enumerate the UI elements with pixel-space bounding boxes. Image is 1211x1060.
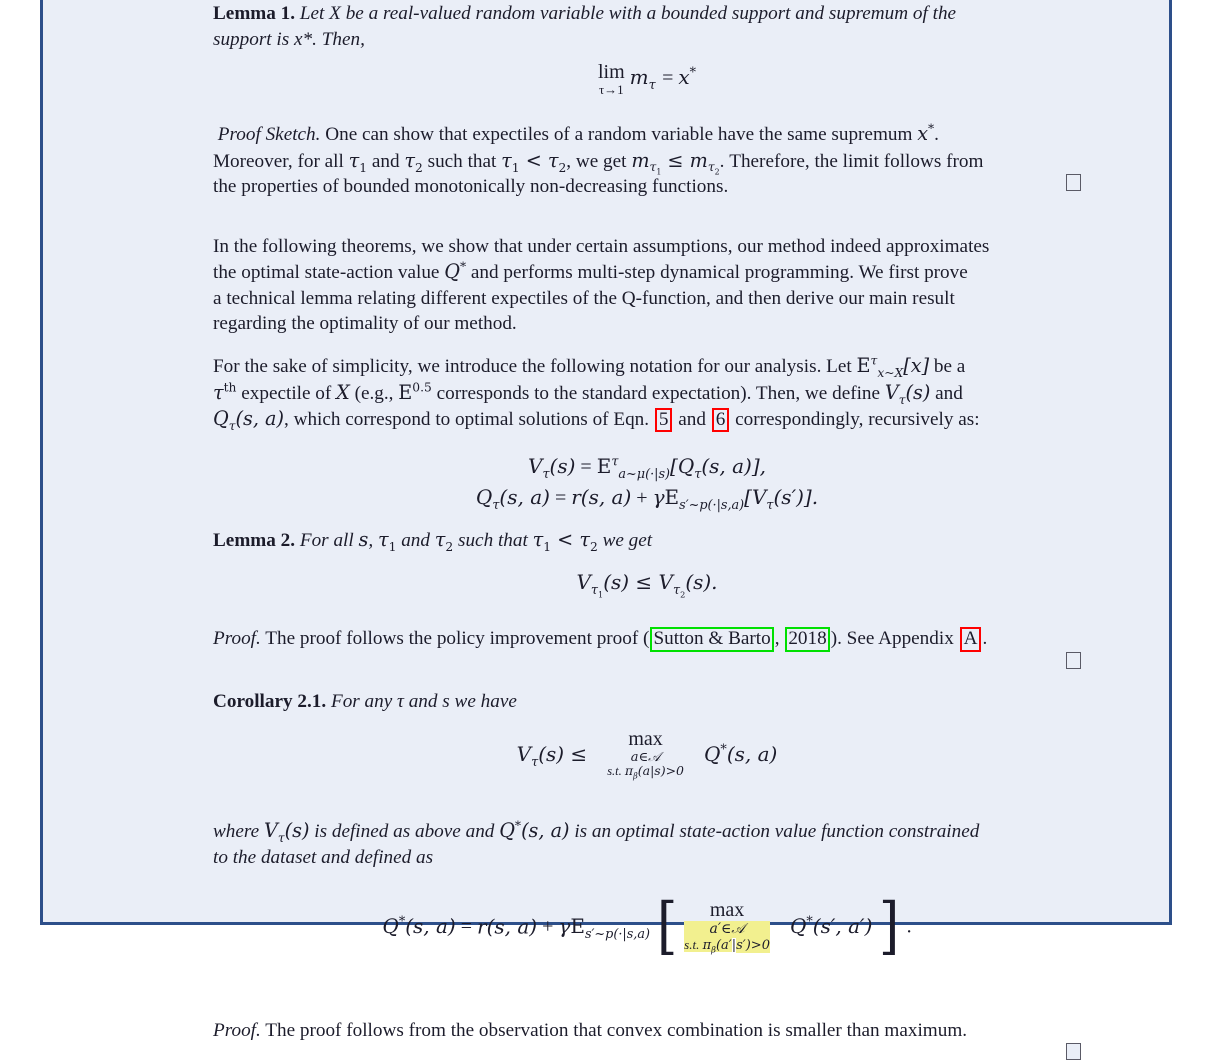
lemma-2-equation: $V_{\tau_1}(s) \le V_{\tau_2}(s)$.: [576, 570, 718, 600]
qed-symbol-2: [213, 652, 1081, 669]
max-subscript-constraint: s.t. $\pi_\beta(a|s)>0$: [607, 763, 685, 781]
proof-sketch-label: Proof Sketch.: [217, 123, 321, 145]
theorems-line1: In the following theorems, we show that under certain assumptions, our method indeed approximates: [213, 235, 990, 257]
proof-sketch-line2: Moreover, for all $\tau_1$ and $\tau_2$ such that $\tau_1 < \tau_2$, we get $m_{\tau_1} \le m_{\tau_2}$. Therefore, the limit follows from: [213, 148, 984, 177]
lim-symbol: lim: [597, 61, 625, 84]
lemma-1-label: Lemma 1.: [213, 3, 296, 24]
corollary-label: Corollary 2.1.: [213, 691, 327, 713]
lemma-2-proof-label: Proof.: [213, 628, 261, 650]
lemma-2-proof-text-b: ). See Appendix: [830, 628, 959, 650]
lemma-1-statement-line2: support is x*. Then,: [213, 28, 365, 50]
bracket-open: [: [656, 888, 678, 962]
equation-q-tau: $Q_\tau(s$, a) = r(s, $a) + \gamma E_{s'\sim p(\cdot|s,a)}[V_\tau(s')]$.: [475, 484, 819, 513]
equation-v-tau: $V_\tau(s) = E^\tau_{a\sim\mu(\cdot|s)}[Q_\tau(s$, a)],: [528, 453, 766, 482]
qed-symbol-1: [1066, 174, 1081, 191]
proof-sketch-block: [213, 121, 1081, 200]
lemma-2-proof-block: [213, 626, 1081, 669]
lemma-2-proof-text: The proof follows the policy improvement proof ( Sutton & Barto , 2018 ). See Appendix A .: [265, 628, 987, 649]
page-content: [43, 0, 1169, 1041]
corollary-equation: $V_\tau(s)$ ≤ max a∈𝒜 s.t. $\pi_\beta(a|s)>0$ Q*(s, a): [516, 727, 778, 781]
lemma-1-eq-body: $m_\tau$: [629, 65, 656, 94]
big-max-subscript-constraint: s.t. $\pi_\beta(a'|s')>0$: [684, 936, 770, 955]
lemma-1-equation: [213, 62, 1081, 97]
notation-line2: $\tau^{th}$ expectile of X (e.g., $E^{0.5}$ corresponds to the standard expectation). Then, we define $V_\tau(s)$ and: [213, 380, 963, 407]
citation-separator: ,: [774, 628, 785, 650]
max-symbol: max: [628, 727, 663, 750]
big-equation: Q*(s, a) = r(s, $a) + \gamma E_{s'\sim p(\cdot|s,a)}$ [ max a′∈𝒜 s.t. $\pi_\beta(a'|s')>0$ Q*(s′, a′) ] .: [382, 888, 912, 962]
paragraph-theorems: [213, 234, 1081, 337]
lemma-2-block: [213, 527, 1081, 554]
corollary-max-operator: [607, 729, 684, 779]
bracket-close: ]: [879, 888, 900, 962]
final-proof-block: [213, 1018, 1081, 1060]
notation-line3: $Q_\tau(s$, a), which correspond to optimal solutions of Eqn. 5 and 6 correspondingly, recursively as:: [213, 407, 980, 434]
lemma-2-proof-text-c: .: [982, 628, 988, 650]
paper-page: [40, 0, 1172, 1041]
appendix-reference-a[interactable]: A: [960, 627, 982, 651]
equation-reference-5[interactable]: 5: [655, 408, 673, 432]
final-proof-text: The proof follows from the observation that convex combination is smaller than maximum.: [265, 1019, 968, 1041]
citation-author-box[interactable]: Sutton & Barto: [650, 627, 773, 651]
big-eq-max-operator: [684, 899, 770, 954]
notation-line1: For the sake of simplicity, we introduce the following notation for our analysis. Let $E^\tau_{x\sim X}[x]$ be a: [213, 353, 966, 380]
lim-subscript: τ→1: [598, 82, 624, 98]
paragraph-where: [213, 818, 1081, 870]
equation-reference-6[interactable]: 6: [712, 408, 730, 432]
lim-operator: [598, 62, 625, 97]
where-line1: where $V_\tau(s)$ is defined as above and Q*(s, a) is an optimal state-action value function constrained: [213, 819, 980, 846]
theorems-line2: the optimal state-action value Q* and performs multi-step dynamical programming. We first prove: [213, 259, 968, 284]
lemma-1-eq-equals: =: [662, 67, 674, 90]
proof-sketch-line3: the properties of bounded monotonically non-decreasing functions.: [213, 176, 729, 198]
lemma-1-block: [213, 1, 1081, 52]
lemma-2-label: Lemma 2.: [213, 529, 296, 551]
proof-sketch-line1: One can show that expectiles of a random variable have the same supremum x*.: [325, 121, 939, 145]
lemma-1-eq-rhs: x*: [678, 65, 697, 90]
big-max-symbol: max: [709, 898, 745, 921]
theorems-line4: regarding the optimality of our method.: [213, 313, 517, 335]
where-line2: to the dataset and defined as: [213, 846, 434, 868]
theorems-line3: a technical lemma relating different expectiles of the Q-function, and then derive our main result: [213, 287, 955, 309]
lemma-2-statement: For all s, $\tau_1$ and $\tau_2$ such that $\tau_1 < \tau_2$ we get: [299, 527, 653, 554]
max-subscript-domain: a∈𝒜: [630, 749, 661, 765]
corollary-statement: For any τ and s we have: [330, 691, 517, 713]
big-eq-period: .: [906, 915, 912, 938]
final-proof-label: Proof.: [213, 1019, 261, 1041]
lemma-1-statement-line1: Let X be a real-valued random variable with a bounded support and supremum of the: [299, 3, 957, 24]
paragraph-notation: [213, 353, 1081, 433]
big-max-subscript-domain: a′∈𝒜: [684, 921, 770, 938]
corollary-block: [213, 689, 1081, 715]
citation-year-box[interactable]: 2018: [785, 627, 829, 651]
qed-symbol-3: [213, 1043, 1081, 1060]
